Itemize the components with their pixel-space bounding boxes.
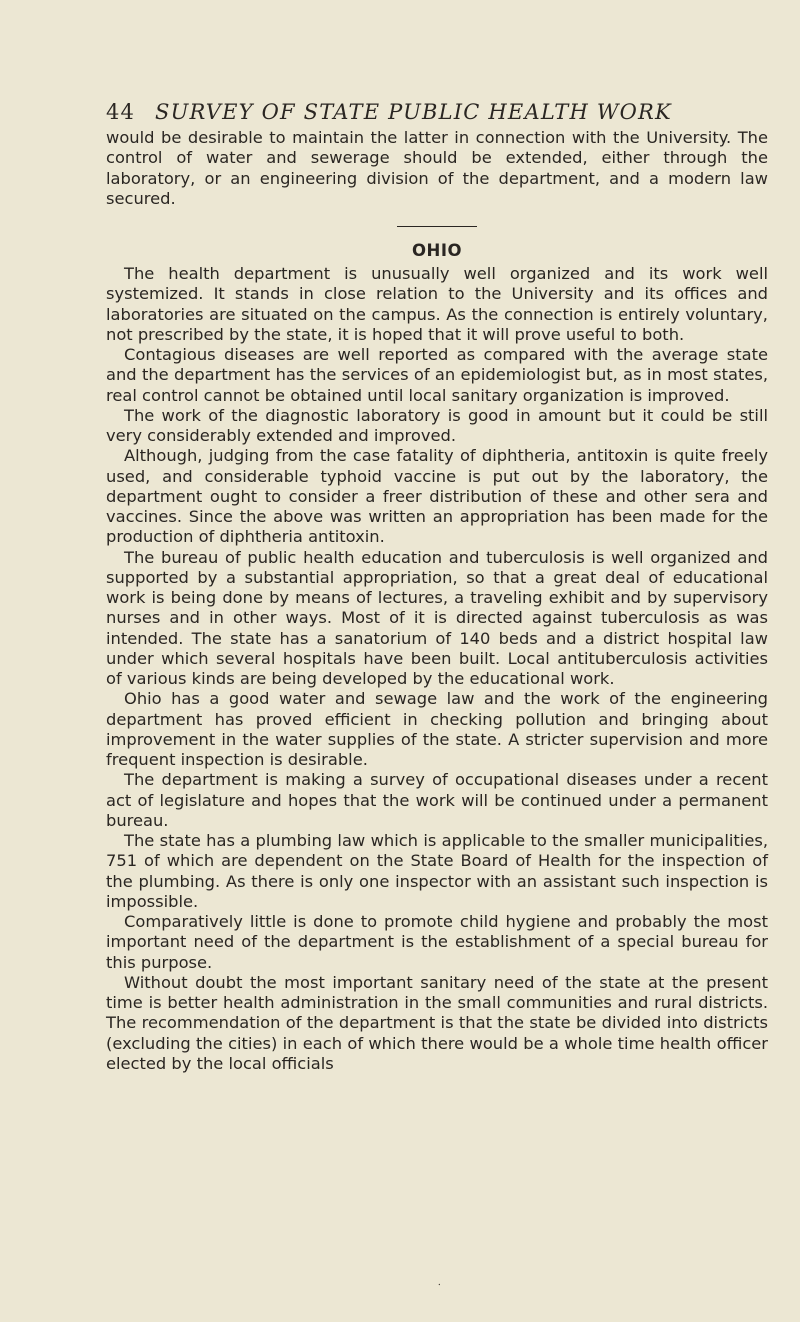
paragraph: The health department is unusually well organized and its work well systemized. It stands in close relation to the University and its offices and laboratories are situated on the campus. As the connection is entirely voluntary, not prescribed by the state, it is hoped that it will prove useful to both. <box>106 264 768 344</box>
paragraph: Ohio has a good water and sewage law and the work of the engineering department has proved efficient in checking pollution and bringing about improvement in the water supplies of the state. A stricter supervision and more frequent inspection is desirable. <box>106 689 768 769</box>
paragraph: The work of the diagnostic laboratory is good in amount but it could be still very considerably extended and improved. <box>106 405 768 445</box>
paragraph: The state has a plumbing law which is applicable to the smaller municipalities, 751 of which are dependent on the State Board of Health for the inspection of the plumbing. As there is only one inspector with an assistant such inspection is impossible. <box>106 831 768 911</box>
paragraph: Without doubt the most important sanitary need of the state at the present time is better health administration in the small communities and rural districts. The recommendation of the department is that the state be divided into districts (excluding the cities) in each of which there would be a whole time health officer elected by the local officials <box>106 972 768 1073</box>
paragraph: The bureau of public health education and tuberculosis is well organized and supported by a substantial appropriation, so that a great deal of educational work is being done by means of lectures, a traveling exhibit and by supervisory nurses and in other ways. Most of it is directed against tuberculosis as was intended. The state has a sanatorium of 140 beds and a district hospital law under which several hospitals have been built. Local antituberculosis activities of various kinds are being developed by the educational work. <box>106 547 768 688</box>
paragraph: The department is making a survey of occupational diseases under a recent act of legislature and hopes that the work will be continued under a permanent bureau. <box>106 770 768 830</box>
section-divider <box>397 226 477 227</box>
intro-paragraph: would be desirable to maintain the latter in connection with the University. The control of water and sewerage should be extended, either through the laboratory, or an engineering division of the department, and a modern law secured. <box>106 128 768 208</box>
body-text <box>106 128 768 1074</box>
paragraph: Contagious diseases are well reported as compared with the average state and the department has the services of an epidemiologist but, as in most states, real control cannot be obtained until local sanitary organization is improved. <box>106 345 768 405</box>
stray-mark: ⸱ <box>438 1280 441 1291</box>
section-heading: OHIO <box>411 241 462 260</box>
paragraph: Although, judging from the case fatality of diphtheria, antitoxin is quite freely used, and considerable typhoid vaccine is put out by the laboratory, the department ought to consider a freer distribution of these and other sera and vaccines. Since the above was written an appropriation has been made for the production of diphtheria antitoxin. <box>106 446 768 547</box>
page-header <box>106 100 746 124</box>
paragraph: Comparatively little is done to promote child hygiene and probably the most important need of the department is the establishment of a special bureau for this purpose. <box>106 912 768 972</box>
page-number: 44 <box>106 100 136 124</box>
running-title: SURVEY OF STATE PUBLIC HEALTH WORK <box>155 100 672 124</box>
